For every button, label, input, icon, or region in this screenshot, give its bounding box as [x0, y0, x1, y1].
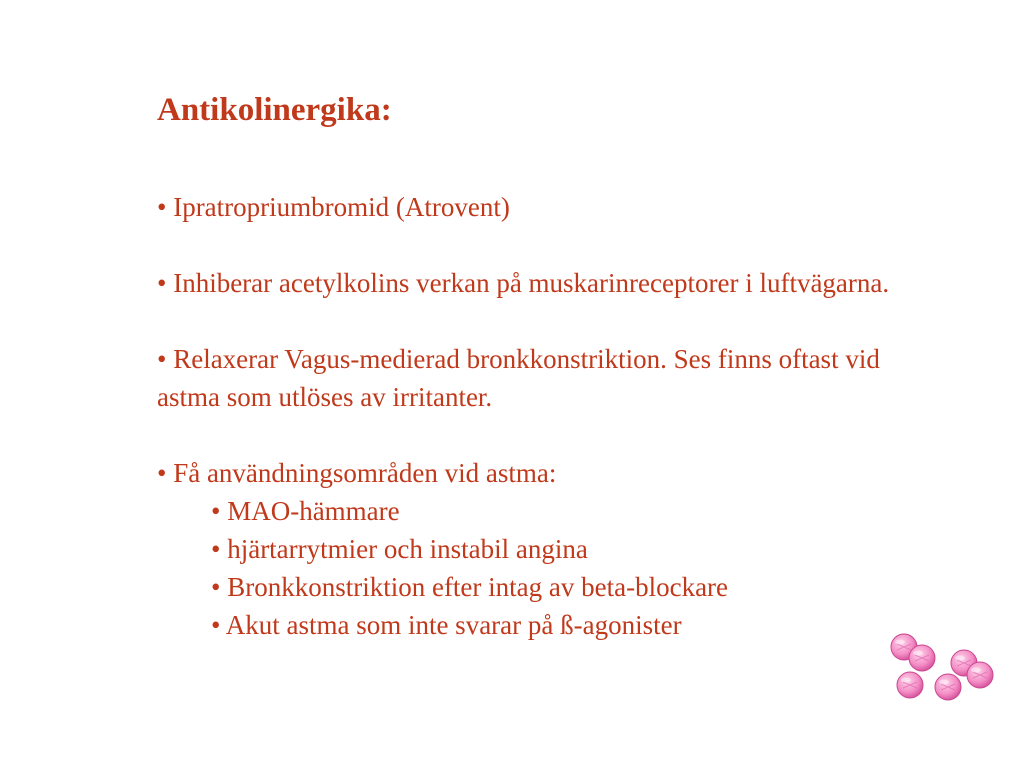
slide-title: Antikolinergika:	[157, 92, 392, 128]
bullet-group-usage	[157, 454, 927, 644]
sub-bullet-arrhythmia: • hjärtarrytmier och instabil angina	[211, 534, 588, 564]
pink-pills-icon	[880, 625, 1000, 705]
bullet-inhibition: • Inhiberar acetylkolins verkan på muskarinreceptorer i luftvägarna.	[157, 268, 890, 298]
bullet-relaxation: • Relaxerar Vagus-medierad bronkkonstriktion. Ses finns oftast vid astma som utlöses av irritanter.	[157, 344, 880, 412]
slide-body	[157, 188, 927, 644]
sub-bullet-beta-blocker: • Bronkkonstriktion efter intag av beta-blockare	[211, 572, 729, 602]
sub-bullet-mao: • MAO-hämmare	[211, 496, 400, 526]
bullet-ipratropium: • Ipratropriumbromid (Atrovent)	[157, 192, 510, 222]
sub-bullet-acute-asthma: • Akut astma som inte svarar på ß-agonister	[211, 610, 682, 640]
bullet-usage: • Få användningsområden vid astma:	[157, 458, 557, 488]
